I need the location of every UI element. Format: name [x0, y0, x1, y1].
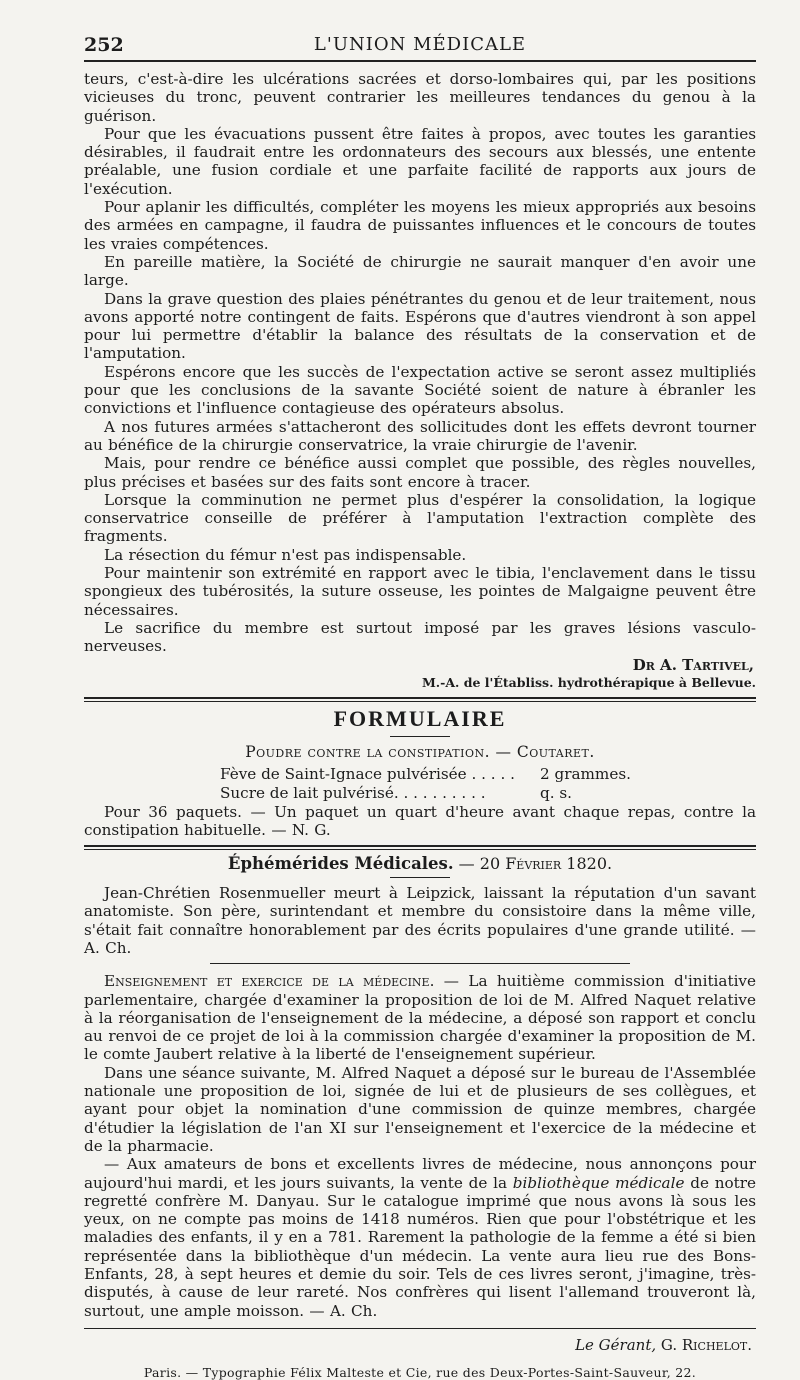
- enseignement-paragraph: [84, 972, 756, 1063]
- ingredient-quantity: q. s.: [540, 783, 572, 802]
- enseignement-text: — La huitième commission d'initiative parlementaire, chargée d'examiner la proposition de loi de M. Alfred Naquet relative à la réorganisation de l'enseignement de la médecine, a déposé son rapport et conclu au renvoi de ce projet de loi à la commission chargée d'examiner la proposition de M. le comte Jaubert relative à la liberté de l'enseignement supérieur.: [84, 972, 756, 1064]
- paragraph: A nos futures armées s'attacheront des sollicitudes dont les effets devront tourner au bénéfice de la chirurgie conservatrice, la vraie chirurgie de l'avenir.: [84, 417, 756, 454]
- ephemerides-text: Jean-Chrétien Rosenmueller meurt à Leipzick, laissant la réputation d'un savant anatomiste. Son père, surintendant et membre du consistoire dans la même ville, s'était fait connaître honorablement par des écrits populaires d'une grande utilité. — A. Ch.: [84, 884, 756, 957]
- running-head: [84, 28, 756, 62]
- paragraph: teurs, c'est-à-dire les ulcérations sacrées et dorso-lombaires qui, par les positions vicieuses du tronc, peuvent contrarier les meilleures tendances du genou à la guérison.: [84, 70, 756, 125]
- ingredient-list: [220, 765, 756, 803]
- paragraph: Espérons encore que les succès de l'expectation active se seront assez multipliés pour que les conclusions de la savante Société soient de nature à ébranler les convictions et l'influence contagieuse des opérateurs absolus.: [84, 362, 756, 418]
- ingredient-row: [220, 765, 756, 784]
- formulaire-heading: FORMULAIRE: [333, 705, 507, 731]
- bibliotheque-text-b: de notre regretté confrère M. Danyau. Sur le catalogue imprimé que nous avons là sous les yeux, on ne compte pas moins de 1418 numéros. Rien que pour l'obstétrique et les maladies des enfants, il y en a 781. Rarement la pathologie de la femme a été si bien représentée dans la bibliothèque d'un médecin. La vente aura lieu rue des Bons-Enfants, 28, à sept heures et demie du soir. Tels de ces livres seront, j'imagine, très-disputés, à cause de leur rareté. Nos confrères qui lisent l'allemand trouveront là, surtout, une ample moisson. — A. Ch.: [84, 1173, 756, 1320]
- author-name: Dr A. Tartivel,: [632, 655, 754, 674]
- formulaire-section: [84, 706, 756, 840]
- ephemerides-section: [84, 854, 756, 957]
- author-signature: [84, 656, 756, 675]
- paragraph: Lorsque la comminution ne permet plus d'espérer la consolidation, la logique conservatrice conseille de préférer à l'amputation l'extraction complète des fragments.: [84, 490, 756, 546]
- bibliotheque-text-a: — Aux amateurs de bons et excellents livres de médecine, nous annonçons pour aujourd'hui mardi, et les jours suivants, la vente de la: [84, 1155, 756, 1192]
- recipe-title: Poudre contre la constipation. — Coutaret.: [245, 742, 595, 761]
- ingredient-name: Fève de Saint-Ignace pulvérisée . . . . .: [220, 764, 515, 783]
- journal-title: L'UNION MÉDICALE: [313, 34, 527, 55]
- section-divider: [84, 845, 756, 850]
- recipe-instructions: Pour 36 paquets. — Un paquet un quart d'heure avant chaque repas, contre la constipation habituelle. — N. G.: [84, 802, 756, 839]
- paragraph: Pour que les évacuations pussent être faites à propos, avec toutes les garanties désirables, il faudrait entre les ordonnateurs des secours aux blessés, une entente préalable, une fusion cordiale et une parfaite facilité de rapports aux jours de l'exécution.: [84, 124, 756, 198]
- paragraph: Pour maintenir son extrémité en rapport avec le tibia, l'enclavement dans le tissu spongieux des tubérosités, la suture osseuse, les pointes de Malgaigne peuvent être nécessaires.: [84, 564, 756, 619]
- section-divider: [210, 963, 630, 964]
- paragraph: Mais, pour rendre ce bénéfice aussi complet que possible, des règles nouvelles, plus précises et basées sur des faits sont encore à tracer.: [84, 454, 756, 491]
- section-divider: [84, 697, 756, 702]
- footer-divider: [84, 1328, 756, 1329]
- bibliotheque-paragraph: [84, 1155, 756, 1320]
- paragraph: Dans la grave question des plaies pénétrantes du genou et de leur traitement, nous avons apporté notre contingent de faits. Espérons que d'autres viendront à son appel pour lui permettre d'établir la balance des résultats de la conservation et de l'amputation.: [84, 289, 756, 363]
- short-divider: [390, 736, 450, 737]
- page-number: 252: [84, 34, 124, 56]
- ingredient-name: Sucre de lait pulvérisé. . . . . . . . . .: [220, 783, 486, 802]
- paragraph: Pour aplanir les difficultés, compléter les moyens les mieux appropriés aux besoins des armées en campagne, il faudra de puissantes influences et le concours de toutes les vraies compétences.: [84, 198, 756, 253]
- ingredient-quantity: 2 grammes.: [540, 764, 631, 783]
- paragraph: Le sacrifice du membre est surtout imposé par les graves lésions vasculo-nerveuses.: [84, 618, 756, 656]
- short-divider: [390, 877, 450, 878]
- paragraph: La résection du fémur n'est pas indispensable.: [104, 545, 467, 564]
- ingredient-row: [220, 784, 756, 803]
- article-conclusion: [84, 70, 756, 691]
- enseignement-section: [84, 972, 756, 1320]
- gerant-label: Le Gérant,: [575, 1335, 657, 1354]
- ephemerides-title: Éphémérides Médicales.: [227, 854, 454, 874]
- author-affiliation: M.-A. de l'Établiss. hydrothérapique à Bellevue.: [421, 674, 756, 690]
- gerant-signature: [84, 1335, 756, 1355]
- gerant-name: G. Richelot.: [660, 1335, 752, 1354]
- ephemerides-date: — 20 Février 1820.: [458, 854, 613, 874]
- enseignement-paragraph: Dans une séance suivante, M. Alfred Naquet a déposé sur le bureau de l'Assemblée nationale une proposition de loi, signée de lui et de plusieurs de ses collègues, et ayant pour objet la nomination d'une commission de quinze membres, chargée d'étudier la législation de l'an XI sur l'enseignement et l'exercice de la médecine et de la pharmacie.: [84, 1063, 756, 1155]
- printer-imprint: Paris. — Typographie Félix Malteste et Cie, rue des Deux-Portes-Saint-Sauveur, 22.: [143, 1364, 697, 1380]
- bibliotheque-italic: bibliothèque médicale: [512, 1173, 685, 1192]
- ephemerides-heading: [84, 854, 756, 873]
- enseignement-lead: Enseignement et exercice de la médecine.: [104, 972, 435, 991]
- paragraph: En pareille matière, la Société de chirurgie ne saurait manquer d'en avoir une large.: [84, 252, 756, 290]
- journal-page: [84, 28, 756, 1380]
